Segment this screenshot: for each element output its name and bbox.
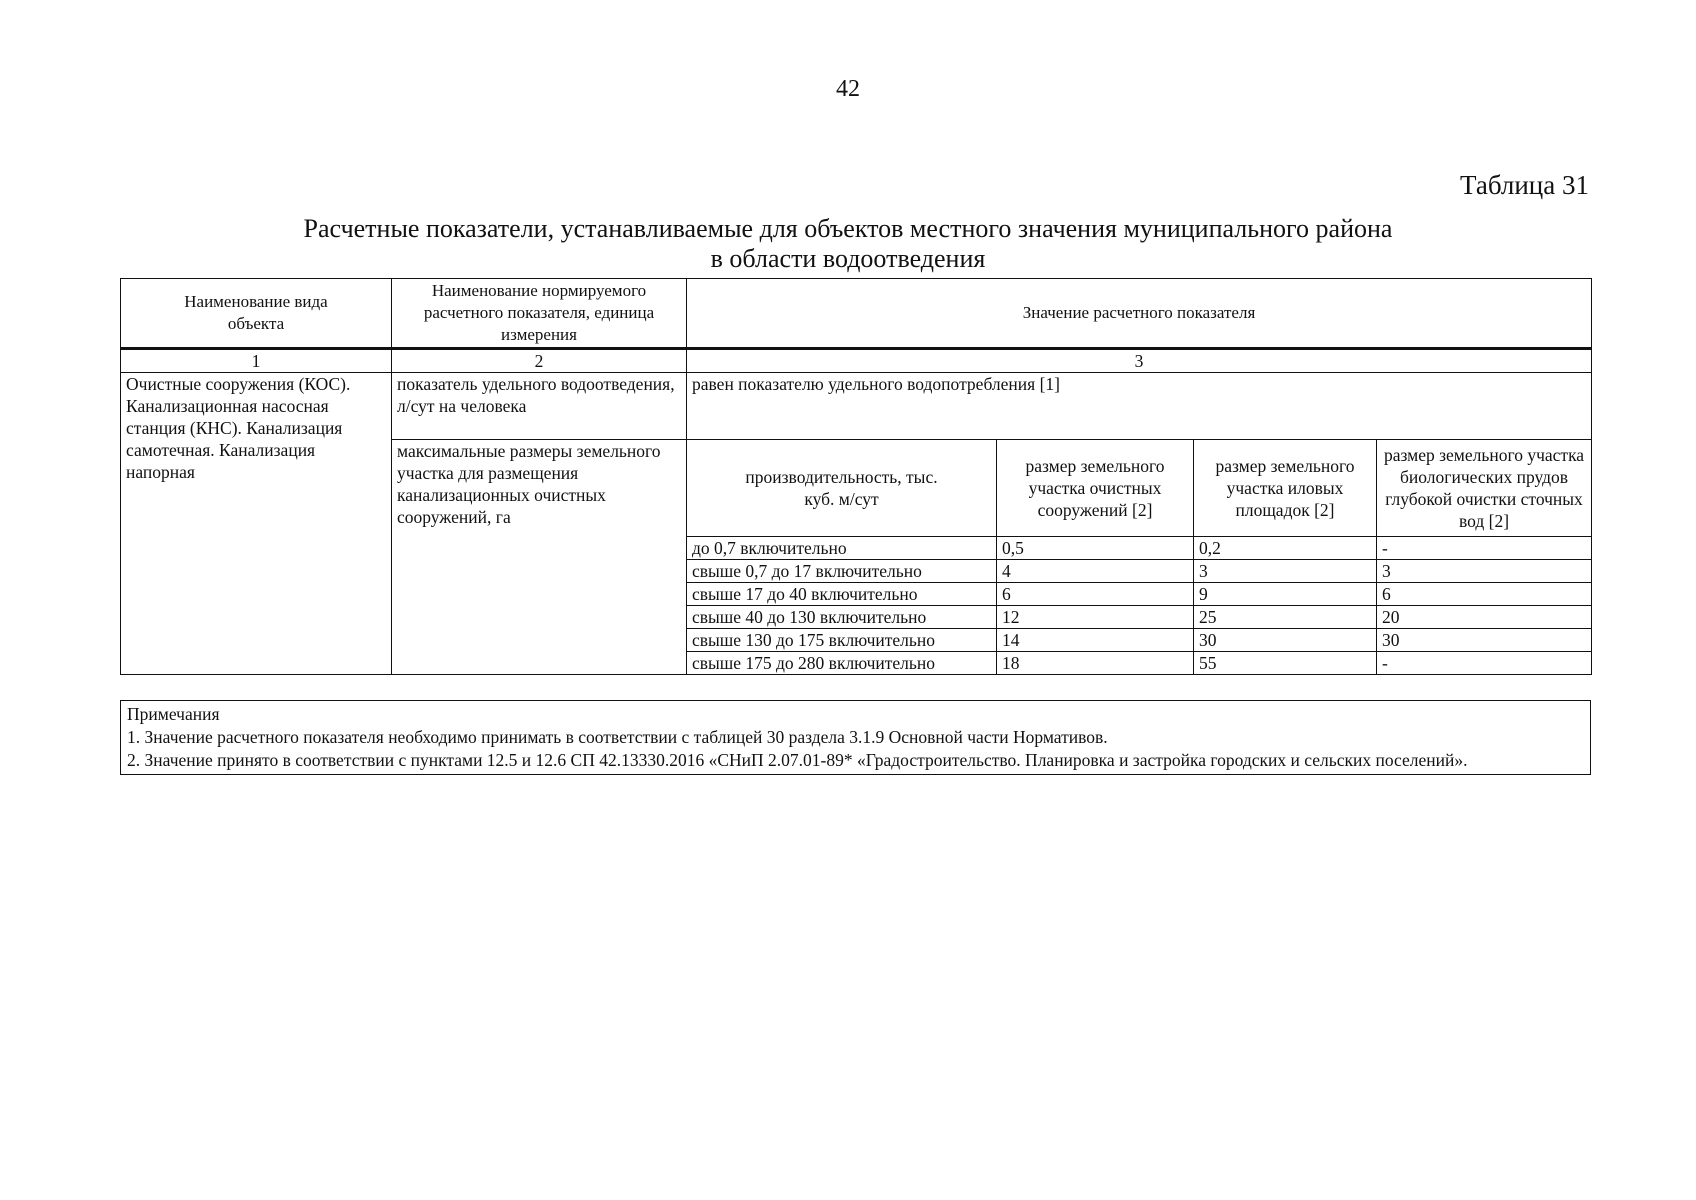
bio-ponds-value: 6 (1377, 583, 1592, 606)
treatment-plot-value: 0,5 (997, 537, 1194, 560)
title-line-1: Расчетные показатели, устанавливаемые для объектов местного значения муниципального района (303, 214, 1393, 243)
sludge-plot-value: 55 (1194, 652, 1377, 675)
column-number-3: 3 (687, 349, 1592, 373)
sludge-plot-value: 9 (1194, 583, 1377, 606)
capacity-range: свыше 175 до 280 включительно (687, 652, 997, 675)
bio-ponds-value: 3 (1377, 560, 1592, 583)
note-item-1: 1. Значение расчетного показателя необходимо принимать в соответствии с таблицей 30 раздела 3.1.9 Основной части Нормативов. (127, 727, 1108, 747)
capacity-range: свыше 0,7 до 17 включительно (687, 560, 997, 583)
treatment-plot-value: 18 (997, 652, 1194, 675)
note-item-2: 2. Значение принято в соответствии с пунктами 12.5 и 12.6 СП 42.13330.2016 «СНиП 2.07.01-89* «Градостроительство. Планировка и застройка городских и сельских поселений». (127, 750, 1468, 770)
page-number: 42 (836, 76, 860, 102)
indicator-row-1 (121, 373, 1592, 440)
object-type-cell: Очистные сооружения (КОС). Канализационная насосная станция (КНС). Канализация самотечная. Канализация напорная (121, 373, 392, 675)
subheader-sludge-plot: размер земельного участка иловых площадок [2] (1194, 440, 1377, 537)
column-number-row (121, 349, 1592, 373)
bio-ponds-value: - (1377, 652, 1592, 675)
subheader-capacity: производительность, тыс. куб. м/сут (687, 440, 997, 537)
treatment-plot-value: 4 (997, 560, 1194, 583)
bio-ponds-value: 20 (1377, 606, 1592, 629)
title-line-2: в области водоотведения (710, 244, 986, 273)
capacity-range: свыше 130 до 175 включительно (687, 629, 997, 652)
sludge-plot-value: 0,2 (1194, 537, 1377, 560)
bio-ponds-value: 30 (1377, 629, 1592, 652)
indicator-1-value: равен показателю удельного водопотребления [1] (687, 373, 1592, 440)
notes-row (121, 701, 1591, 775)
treatment-plot-value: 14 (997, 629, 1194, 652)
column-number-1: 1 (121, 349, 392, 373)
notes-title: Примечания (127, 704, 220, 724)
bio-ponds-value: - (1377, 537, 1592, 560)
capacity-range: свыше 17 до 40 включительно (687, 583, 997, 606)
header-indicator-name: Наименование нормируемого расчетного показателя, единица измерения (392, 279, 687, 349)
table-header-row (121, 279, 1592, 349)
capacity-range: свыше 40 до 130 включительно (687, 606, 997, 629)
indicators-table (120, 278, 1592, 675)
header-object-type: Наименование вида объекта (121, 279, 392, 349)
notes-table (120, 700, 1591, 775)
sludge-plot-value: 30 (1194, 629, 1377, 652)
indicator-1-name: показатель удельного водоотведения, л/сут на человека (392, 373, 687, 440)
indicator-2-name: максимальные размеры земельного участка для размещения канализационных очистных сооружений, га (392, 440, 687, 675)
treatment-plot-value: 12 (997, 606, 1194, 629)
column-number-2: 2 (392, 349, 687, 373)
document-title (120, 214, 1576, 274)
sludge-plot-value: 3 (1194, 560, 1377, 583)
subheader-treatment-plot: размер земельного участка очистных сооружений [2] (997, 440, 1194, 537)
subheader-bio-ponds-plot: размер земельного участка биологических прудов глубокой очистки сточных вод [2] (1377, 440, 1592, 537)
sludge-plot-value: 25 (1194, 606, 1377, 629)
treatment-plot-value: 6 (997, 583, 1194, 606)
table-label: Таблица 31 (1460, 170, 1589, 200)
notes-cell (121, 701, 1591, 775)
header-indicator-value: Значение расчетного показателя (687, 279, 1592, 349)
capacity-range: до 0,7 включительно (687, 537, 997, 560)
